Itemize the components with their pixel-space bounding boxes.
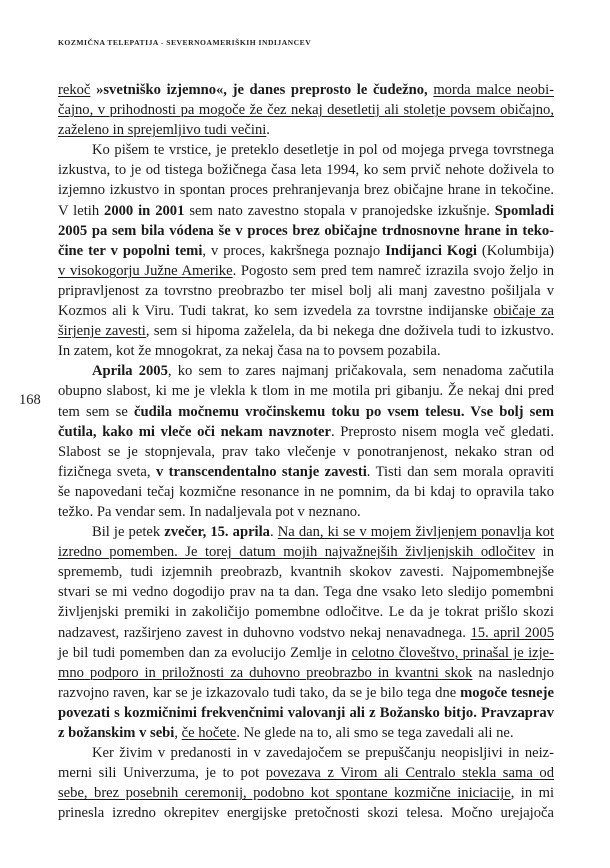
text-segment: Bil je petek [92, 524, 165, 541]
text-line [58, 623, 554, 643]
bold-text: »svetniško izjemno«, je danes preprosto le čudežno, [96, 82, 428, 98]
underlined-text: rekoč [58, 82, 91, 98]
text-segment: . [269, 524, 278, 541]
bold-text: 2000 in 2001 [104, 202, 185, 219]
text-line [58, 120, 554, 140]
text-line [58, 160, 554, 180]
text-line [58, 261, 554, 281]
bold-text: Spomladi [494, 202, 555, 219]
bold-text: Aprila 2005 [92, 363, 168, 380]
text-line [58, 763, 554, 783]
underlined-text: v visokogorju Južne Amerike [58, 262, 233, 279]
underlined-text: povezava z Virom ali Centralo stekla sama od [265, 765, 554, 782]
text-segment: Kozmos ali k Viru. Tudi takrat, ko sem izvedela za tovrstne indijanske [58, 303, 494, 320]
underlined-text: morda malce neobi- [433, 82, 555, 98]
text-line [58, 321, 554, 341]
underlined-text: celotno človeštvo, prinašal je izje- [351, 644, 554, 661]
text-segment: . [266, 122, 270, 139]
text-line [58, 482, 554, 502]
bold-text: čine ter v popolni temi [58, 242, 203, 259]
text-segment: , sem si hipoma zaželela, da bi nekega dne doživela tudi to izkustvo. [145, 323, 554, 340]
text-line [58, 442, 554, 462]
text-segment: na naslednjo [472, 664, 554, 681]
bold-text: mogoče tesneje [460, 684, 554, 701]
text-segment: , in mi [510, 785, 555, 802]
underlined-text: 15. april 2005 [470, 624, 554, 641]
text-segment: . Pogosto sem pred tem namreč izrazila svojo željo in [232, 262, 554, 279]
text-line [58, 381, 554, 401]
text-segment: pripravljenost za tovrstno preobrazbo ter misel bolj ali manj zavestno pošiljala v [58, 282, 554, 299]
text-line [58, 241, 554, 261]
text-segment: In zatem, kot že mnogokrat, za nekaj časa na to povsem pozabila. [58, 343, 441, 360]
text-line [58, 803, 554, 823]
bold-text: 2005 pa sem bila vódena še v proces brez običajne trdnosnovne hrane in teko- [58, 222, 554, 239]
text-line [58, 783, 554, 803]
text-line [58, 180, 554, 200]
text-segment: . Preprosto nisem mogla več gledati. [330, 423, 554, 440]
bold-text: zvečer, 15. aprila [164, 524, 270, 541]
bold-text: v transcendentalno stanje zavesti [155, 463, 367, 480]
text-segment: . Tisti dan sem morala opraviti [366, 463, 554, 480]
text-line [58, 100, 554, 120]
text-line [58, 221, 554, 241]
text-segment: , [174, 725, 182, 741]
text-line [58, 462, 554, 482]
text-segment: in [535, 544, 555, 561]
text-segment: , ko sem to zares najmanj pričakovala, sem nenadoma začutila [167, 363, 554, 380]
text-segment: Ker živim v predanosti in v zavedajočem se prepuščanju neopisljivi in neiz- [92, 745, 554, 762]
underlined-text: čajno, v prihodnosti pa mogoče že čez nekaj desetletij ali stoletje povsem običajno, [58, 102, 554, 119]
text-line [58, 341, 554, 361]
text-line [58, 140, 554, 160]
text-line [58, 201, 554, 221]
text-segment: (Kolumbija) [476, 242, 555, 259]
text-segment: stvari se mi vedno dogodijo prav na ta dan. Tega dne vsako leto sledijo pomembni [58, 584, 554, 601]
text-segment: izkustva, to je od tistega božičnega časa leta 1994, ko sem prvič nehote doživela to [58, 162, 554, 179]
text-line [58, 402, 554, 422]
text-segment: obupno slabost, ki me je vlekla k tlom in me motila pri gibanju. Že nekaj dni pred [58, 383, 554, 400]
text-line [58, 743, 554, 763]
underlined-text: sebe, brez posebnih ceremonij, podobno kot spontane kozmične iniciacije [58, 785, 511, 802]
text-segment: sprememb, tudi izjemnih preobrazb, kvantnih skokov zavesti. Najpomembnejše [58, 564, 554, 581]
text-segment: Slabost se je stopnjevala, prav tako vlečenje v ponotranjenost, nekako stran od [58, 443, 554, 460]
text-segment: , v proces, kakršnega poznajo [202, 242, 386, 259]
underlined-text: običaje za [493, 303, 554, 320]
text-segment: še napovedani tečaj kozmične resonance in ne pomnim, da bi kdaj to opravila tako [58, 483, 554, 500]
text-segment: merni sili Univerzuma, je to pot [58, 765, 266, 782]
text-segment: razvojno raven, kar se je izkazovalo tudi tako, da se je bilo tega dne [58, 684, 461, 701]
text-line [58, 522, 554, 542]
text-line [58, 502, 554, 522]
running-head: KOZMIČNA TELEPATIJA - SEVERNOAMERIŠKIH INDIJANCEV [58, 38, 312, 47]
text-line [58, 562, 554, 582]
text-line [58, 80, 554, 100]
text-segment: fizičnega sveta, [58, 463, 156, 480]
text-line [58, 361, 554, 381]
text-segment: Ko pišem te vrstice, je preteklo desetletje in pol od mojega prvega tovrstnega [92, 142, 554, 159]
bold-text: čudila močnemu vročinskemu toku po vsem telesu. Vse bolj sem [133, 403, 554, 420]
text-segment: prinesla izredno okrepitev energijske pretočnosti skozi telesa. Močno urejajoča [58, 805, 554, 822]
text-segment: sem nato zavestno stopala v pranojedske izkušnje. [184, 202, 495, 219]
bold-text: čutila, kako mi vleče oči nekam navznoter [58, 423, 331, 440]
text-segment: V letih [58, 202, 105, 219]
text-line [58, 723, 554, 743]
text-segment: je bil tudi pomemben dan za evolucijo Zemlje in [58, 644, 352, 661]
text-line [58, 301, 554, 321]
text-line [58, 422, 554, 442]
text-line [58, 683, 554, 703]
body-text [58, 80, 554, 823]
text-segment: življenjski premiki in zakoličijo pomembne odločitve. Le da je tokrat prišlo skozi [58, 604, 554, 621]
text-segment: težko. Pa vendar sem. In nadaljevala pot v neznano. [58, 503, 361, 520]
underlined-text: mno podporo in priložnosti za duhovno preobrazbo in kvantni skok [58, 664, 473, 681]
text-line [58, 663, 554, 683]
text-line [58, 643, 554, 663]
underlined-text: Na dan, ki se v mojem življenjem ponavlja kot [277, 524, 555, 541]
underlined-text: širjenje zavesti [58, 323, 146, 340]
underlined-text: zaželeno in sprejemljivo tudi večini [58, 122, 267, 139]
bold-text: povezati s kozmičnimi frekvenčnimi valovanji ali z Božansko bitjo. Pravzaprav [58, 704, 554, 721]
underlined-text: izredno pomemben. Je torej datum mojih najvažnejših življenjskih odločitev [58, 544, 536, 561]
page-number: 168 [19, 392, 41, 408]
underlined-text: če hočete [181, 725, 237, 741]
text-line [58, 542, 554, 562]
text-line [58, 281, 554, 301]
bold-text: z božanskim v sebi [58, 725, 175, 741]
text-line [58, 703, 554, 723]
text-segment: tem sem se [58, 403, 134, 420]
text-segment: . Ne glede na to, ali smo se tega zavedali ali ne. [236, 725, 514, 741]
text-line [58, 582, 554, 602]
text-segment: nadzavest, razširjeno zavest in duhovno vodstvo nekaj nenavadnega. [58, 624, 471, 641]
text-line [58, 602, 554, 622]
text-segment: izjemno izkustvo in spontan proces prehranjevanja brez običajne hrane in tekočine. [58, 182, 554, 199]
bold-text: Indijanci Kogi [385, 242, 477, 259]
